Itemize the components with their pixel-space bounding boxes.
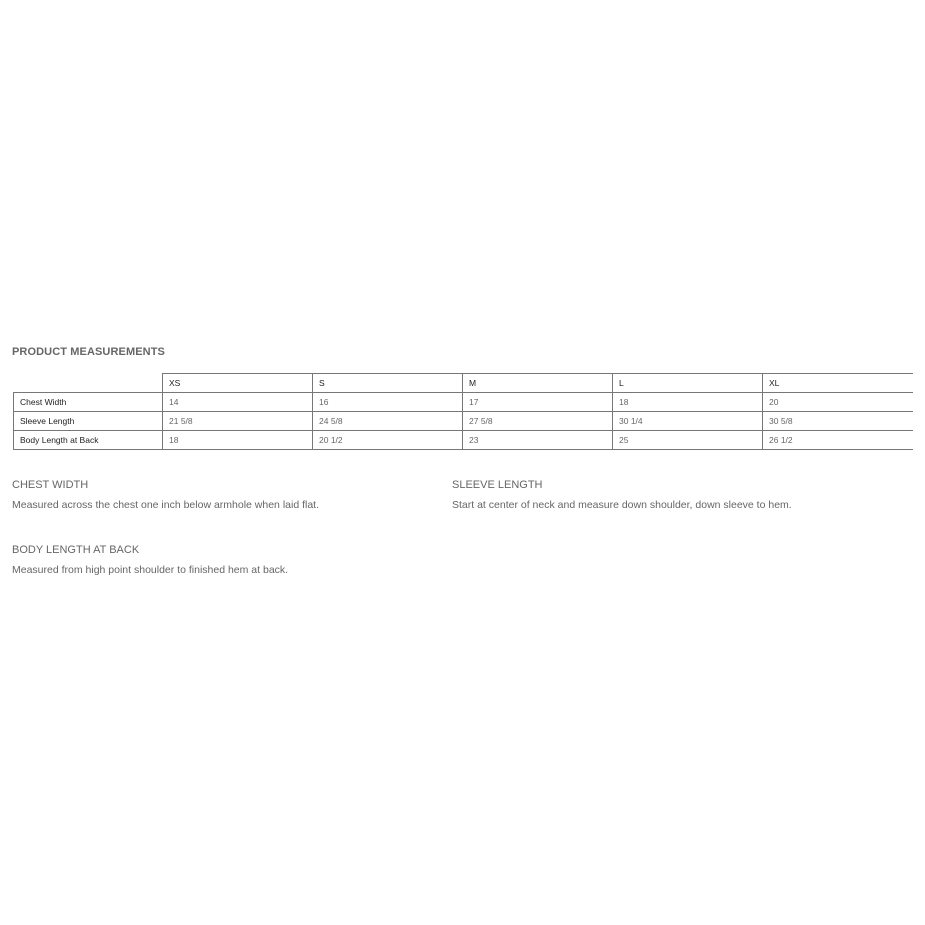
table-cell: 26 1/2 [763,431,913,450]
table-row [14,393,913,412]
table-cell: 23 [463,431,613,450]
table-cell: 18 [613,393,763,412]
sleeve-length-text: Start at center of neck and measure down shoulder, down sleeve to hem. [452,499,792,511]
chest-width-description [12,479,442,512]
chest-width-heading: CHEST WIDTH [12,479,89,491]
table-cell: 21 5/8 [163,412,313,431]
row-label-chest-width: Chest Width [14,393,163,412]
table-corner-cell [14,374,163,393]
chest-width-text: Measured across the chest one inch below armhole when laid flat. [12,499,320,511]
sleeve-length-heading: SLEEVE LENGTH [452,479,543,491]
table-cell: 17 [463,393,613,412]
body-length-text: Measured from high point shoulder to finished hem at back. [12,564,289,576]
table-row [14,431,913,450]
measurements-table [13,373,913,450]
size-header-m: M [463,374,613,393]
row-label-body-length: Body Length at Back [14,431,163,450]
size-header-s: S [313,374,463,393]
table-cell: 20 [763,393,913,412]
table-cell: 30 5/8 [763,412,913,431]
table-header-row [14,374,913,393]
row-label-sleeve-length: Sleeve Length [14,412,163,431]
table-cell: 20 1/2 [313,431,463,450]
table-cell: 14 [163,393,313,412]
table-cell: 27 5/8 [463,412,613,431]
size-header-xs: XS [163,374,313,393]
sleeve-length-description [452,479,912,512]
table-cell: 30 1/4 [613,412,763,431]
table-cell: 24 5/8 [313,412,463,431]
size-header-xl: XL [763,374,913,393]
page-title: PRODUCT MEASUREMENTS [12,346,165,358]
table-cell: 16 [313,393,463,412]
body-length-description [12,544,442,577]
table-cell: 18 [163,431,313,450]
body-length-heading: BODY LENGTH AT BACK [12,544,140,556]
table-row [14,412,913,431]
size-header-l: L [613,374,763,393]
table-cell: 25 [613,431,763,450]
